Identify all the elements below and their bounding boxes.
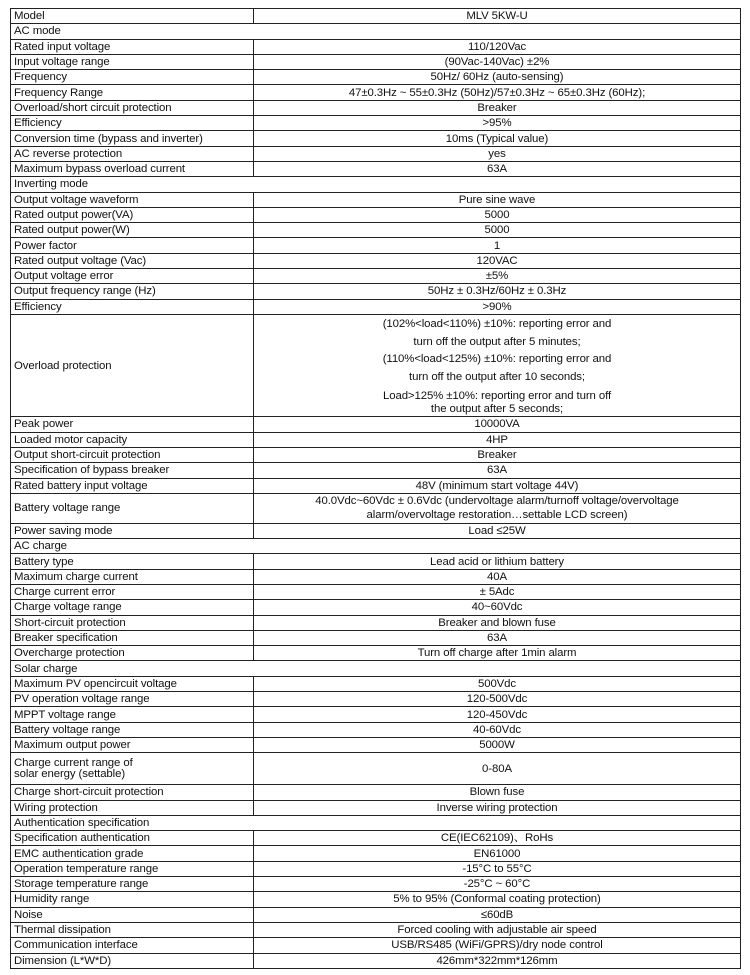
spec-row: [11, 523, 741, 538]
spec-row: [11, 938, 741, 953]
spec-row: [11, 417, 741, 432]
spec-value: 63A: [254, 463, 741, 478]
spec-row: [11, 9, 741, 24]
spec-row: [11, 785, 741, 800]
spec-value: Breaker and blown fuse: [254, 615, 741, 630]
spec-label: Specification authentication: [11, 831, 254, 846]
spec-row: [11, 131, 741, 146]
spec-row: [11, 146, 741, 161]
spec-row: [11, 800, 741, 815]
spec-label: Overload/short circuit protection: [11, 100, 254, 115]
section-row: [11, 24, 741, 39]
spec-table-body: [11, 9, 741, 969]
spec-label: Charge current error: [11, 584, 254, 599]
spec-label-line: Charge current range of: [14, 756, 133, 769]
spec-value: 1: [254, 238, 741, 253]
spec-value: 4HP: [254, 432, 741, 447]
spec-label: Rated output voltage (Vac): [11, 253, 254, 268]
spec-row: [11, 161, 741, 176]
spec-value: [254, 493, 741, 523]
spec-value: [254, 314, 741, 416]
spec-value: >90%: [254, 299, 741, 314]
spec-label: Specification of bypass breaker: [11, 463, 254, 478]
spec-label: Charge short-circuit protection: [11, 785, 254, 800]
spec-value: EN61000: [254, 846, 741, 861]
spec-label: Maximum PV opencircuit voltage: [11, 676, 254, 691]
spec-value: Turn off charge after 1min alarm: [254, 646, 741, 661]
section-row: [11, 815, 741, 830]
spec-label: Conversion time (bypass and inverter): [11, 131, 254, 146]
spec-row: [11, 54, 741, 69]
spec-value: ±5%: [254, 269, 741, 284]
section-title: Authentication specification: [11, 815, 741, 830]
spec-value: Blown fuse: [254, 785, 741, 800]
spec-row: [11, 70, 741, 85]
spec-label: Maximum charge current: [11, 569, 254, 584]
spec-value: 5000W: [254, 737, 741, 752]
spec-value: Breaker: [254, 447, 741, 462]
spec-row: [11, 861, 741, 876]
spec-label: Operation temperature range: [11, 861, 254, 876]
spec-row: [11, 846, 741, 861]
spec-label: [11, 753, 254, 785]
spec-value: Lead acid or lithium battery: [254, 554, 741, 569]
spec-label: Battery voltage range: [11, 722, 254, 737]
spec-value: 40A: [254, 569, 741, 584]
spec-label: Battery type: [11, 554, 254, 569]
spec-row: [11, 463, 741, 478]
spec-row: [11, 615, 741, 630]
spec-value: 5% to 95% (Conformal coating protection): [254, 892, 741, 907]
spec-label: Overcharge protection: [11, 646, 254, 661]
spec-value-line: turn off the output after 10 seconds;: [409, 370, 585, 383]
spec-value: >95%: [254, 116, 741, 131]
spec-row: [11, 707, 741, 722]
spec-value: -25°C ~ 60°C: [254, 877, 741, 892]
section-row: [11, 661, 741, 676]
spec-row: [11, 907, 741, 922]
spec-label: Rated battery input voltage: [11, 478, 254, 493]
spec-value: Breaker: [254, 100, 741, 115]
spec-label: Noise: [11, 907, 254, 922]
spec-label: Thermal dissipation: [11, 922, 254, 937]
spec-label: Loaded motor capacity: [11, 432, 254, 447]
spec-label: Rated input voltage: [11, 39, 254, 54]
spec-label: Peak power: [11, 417, 254, 432]
spec-row: [11, 569, 741, 584]
spec-value: 5000: [254, 207, 741, 222]
spec-label: Efficiency: [11, 116, 254, 131]
spec-row: [11, 478, 741, 493]
spec-value: (90Vac-140Vac) ±2%: [254, 54, 741, 69]
spec-value: MLV 5KW-U: [254, 9, 741, 24]
spec-label: Model: [11, 9, 254, 24]
spec-row: [11, 831, 741, 846]
spec-row: [11, 39, 741, 54]
spec-row: [11, 238, 741, 253]
spec-label: Output voltage error: [11, 269, 254, 284]
spec-value: 50Hz/ 60Hz (auto-sensing): [254, 70, 741, 85]
spec-label: Short-circuit protection: [11, 615, 254, 630]
spec-label: EMC authentication grade: [11, 846, 254, 861]
spec-value: 0-80A: [254, 753, 741, 785]
section-title: AC charge: [11, 539, 741, 554]
section-title: Solar charge: [11, 661, 741, 676]
spec-value: 120-500Vdc: [254, 692, 741, 707]
spec-row: [11, 630, 741, 645]
spec-row: [11, 447, 741, 462]
spec-value-line: turn off the output after 5 minutes;: [413, 335, 581, 348]
spec-value-line: alarm/overvoltage restoration…settable LCD screen): [366, 509, 628, 522]
spec-row: [11, 253, 741, 268]
spec-label: MPPT voltage range: [11, 707, 254, 722]
spec-value: CE(IEC62109)、RoHs: [254, 831, 741, 846]
spec-row: [11, 192, 741, 207]
spec-row: [11, 646, 741, 661]
spec-row: [11, 116, 741, 131]
spec-value: Pure sine wave: [254, 192, 741, 207]
spec-row: [11, 600, 741, 615]
spec-value: 120-450Vdc: [254, 707, 741, 722]
spec-value: 500Vdc: [254, 676, 741, 691]
spec-label: Frequency: [11, 70, 254, 85]
spec-row: [11, 753, 741, 785]
spec-row: [11, 554, 741, 569]
spec-row: [11, 284, 741, 299]
spec-label: Wiring protection: [11, 800, 254, 815]
spec-value: 5000: [254, 223, 741, 238]
spec-label: Output voltage waveform: [11, 192, 254, 207]
spec-row: [11, 737, 741, 752]
spec-row: [11, 299, 741, 314]
spec-row: [11, 877, 741, 892]
spec-value: -15°C to 55°C: [254, 861, 741, 876]
section-row: [11, 539, 741, 554]
spec-label: Output short-circuit protection: [11, 447, 254, 462]
spec-value: 10000VA: [254, 417, 741, 432]
spec-label: Battery voltage range: [11, 493, 254, 523]
spec-value: 50Hz ± 0.3Hz/60Hz ± 0.3Hz: [254, 284, 741, 299]
spec-label: Maximum output power: [11, 737, 254, 752]
spec-value: 63A: [254, 161, 741, 176]
spec-row: [11, 85, 741, 100]
spec-row: [11, 584, 741, 599]
spec-value-line: the output after 5 seconds;: [430, 403, 564, 416]
spec-row: [11, 223, 741, 238]
spec-value-line: Load>125% ±10%: reporting error and turn off: [382, 390, 612, 403]
spec-row: [11, 100, 741, 115]
spec-row: [11, 722, 741, 737]
spec-value: USB/RS485 (WiFi/GPRS)/dry node control: [254, 938, 741, 953]
spec-label: Frequency Range: [11, 85, 254, 100]
spec-row: [11, 269, 741, 284]
spec-value-line: (110%<load<125%) ±10%: reporting error and: [382, 353, 612, 366]
spec-row: [11, 692, 741, 707]
spec-value: 40-60Vdc: [254, 722, 741, 737]
section-title: Inverting mode: [11, 177, 741, 192]
spec-row: [11, 432, 741, 447]
spec-row: [11, 892, 741, 907]
spec-value: Load ≤25W: [254, 523, 741, 538]
spec-value: yes: [254, 146, 741, 161]
spec-value: 48V (minimum start voltage 44V): [254, 478, 741, 493]
spec-row: [11, 207, 741, 222]
spec-label: PV operation voltage range: [11, 692, 254, 707]
spec-label: Output frequency range (Hz): [11, 284, 254, 299]
spec-label: Humidity range: [11, 892, 254, 907]
spec-value: 120VAC: [254, 253, 741, 268]
spec-value: 10ms (Typical value): [254, 131, 741, 146]
spec-value: 110/120Vac: [254, 39, 741, 54]
spec-label: Rated output power(VA): [11, 207, 254, 222]
spec-label: Breaker specification: [11, 630, 254, 645]
spec-label: Maximum bypass overload current: [11, 161, 254, 176]
spec-label: Input voltage range: [11, 54, 254, 69]
spec-label: Power factor: [11, 238, 254, 253]
spec-label: Communication interface: [11, 938, 254, 953]
spec-value: 40~60Vdc: [254, 600, 741, 615]
spec-row: [11, 676, 741, 691]
spec-value: 47±0.3Hz ~ 55±0.3Hz (50Hz)/57±0.3Hz ~ 65±0.3Hz (60Hz);: [254, 85, 741, 100]
spec-value: ± 5Adc: [254, 584, 741, 599]
spec-label: Efficiency: [11, 299, 254, 314]
spec-label: Dimension (L*W*D): [11, 953, 254, 968]
section-row: [11, 177, 741, 192]
spec-table: [10, 8, 741, 969]
spec-row: [11, 922, 741, 937]
spec-value: Forced cooling with adjustable air speed: [254, 922, 741, 937]
spec-row: [11, 493, 741, 523]
spec-row: [11, 314, 741, 416]
spec-label: Power saving mode: [11, 523, 254, 538]
section-title: AC mode: [11, 24, 741, 39]
spec-value: ≤60dB: [254, 907, 741, 922]
spec-value-line: 40.0Vdc~60Vdc ± 0.6Vdc (undervoltage alarm/turnoff voltage/overvoltage: [315, 495, 679, 508]
spec-value: Inverse wiring protection: [254, 800, 741, 815]
spec-label: Rated output power(W): [11, 223, 254, 238]
spec-value-line: (102%<load<110%) ±10%: reporting error and: [382, 317, 612, 330]
spec-label: AC reverse protection: [11, 146, 254, 161]
spec-row: [11, 953, 741, 968]
spec-label: Storage temperature range: [11, 877, 254, 892]
spec-value: 63A: [254, 630, 741, 645]
spec-label: Overload protection: [11, 314, 254, 416]
spec-label-line: solar energy (settable): [14, 767, 126, 780]
spec-label: Charge voltage range: [11, 600, 254, 615]
spec-value: 426mm*322mm*126mm: [254, 953, 741, 968]
